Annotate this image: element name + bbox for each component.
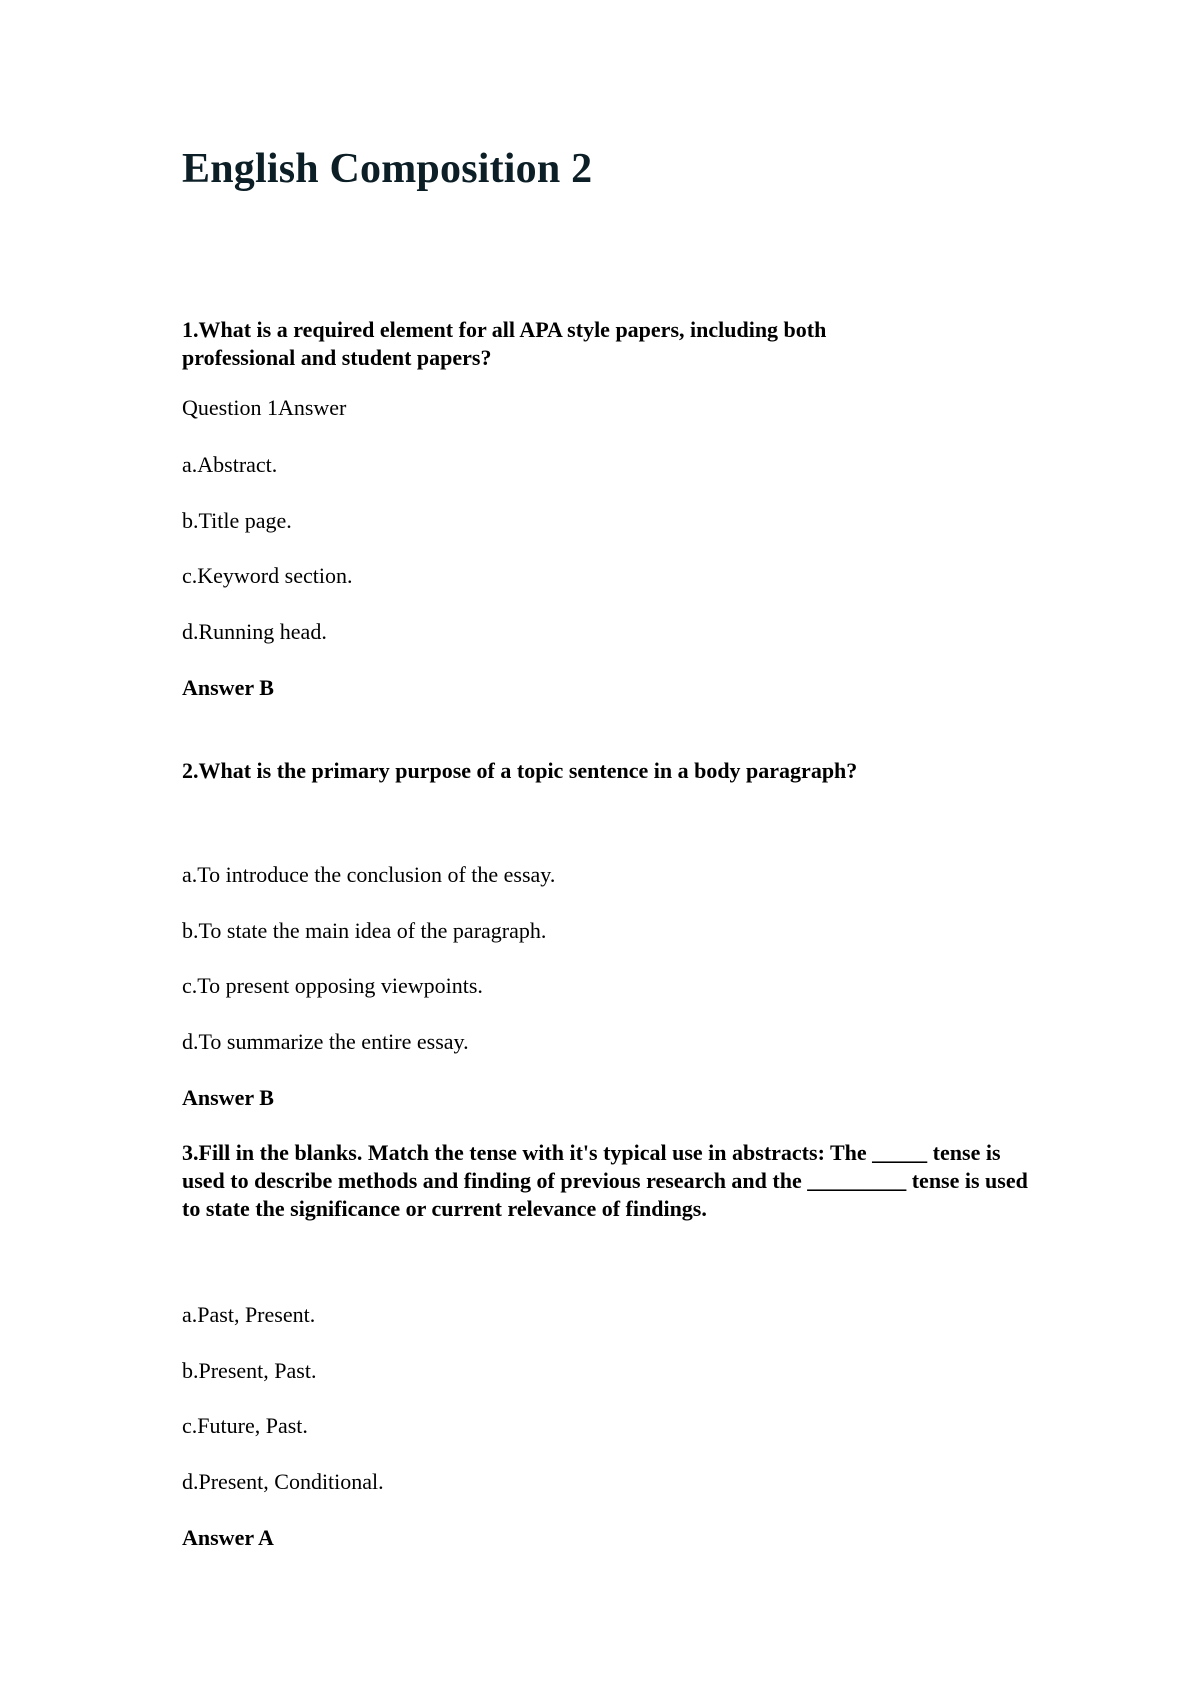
question-2-text: 2.What is the primary purpose of a topic sentence in a body paragraph? bbox=[182, 758, 858, 783]
question-1-prompt-label: Question 1Answer bbox=[182, 395, 347, 420]
question-1-option-b: b.Title page. bbox=[182, 508, 292, 533]
question-1-option-d: d.Running head. bbox=[182, 619, 327, 644]
question-1-text: 1.What is a required element for all APA style papers, including both professional and student papers? bbox=[182, 317, 827, 370]
question-2-option-b: b.To state the main idea of the paragraph. bbox=[182, 918, 547, 943]
document-title: English Composition 2 bbox=[182, 146, 593, 192]
question-3-option-d: d.Present, Conditional. bbox=[182, 1469, 384, 1494]
question-1-answer: Answer B bbox=[182, 675, 274, 700]
question-3-option-a: a.Past, Present. bbox=[182, 1302, 316, 1327]
question-3-text: 3.Fill in the blanks. Match the tense with it's typical use in abstracts: The _____ tense is used to describe methods and finding of previous research and the _________ tense is used to state the significance or current relevance of findings. bbox=[182, 1140, 1028, 1221]
question-1-option-a: a.Abstract. bbox=[182, 452, 278, 477]
question-3-option-c: c.Future, Past. bbox=[182, 1413, 308, 1438]
question-2-option-c: c.To present opposing viewpoints. bbox=[182, 973, 483, 998]
question-2-option-d: d.To summarize the entire essay. bbox=[182, 1029, 469, 1054]
question-2-answer: Answer B bbox=[182, 1085, 274, 1110]
question-2-option-a: a.To introduce the conclusion of the essay. bbox=[182, 862, 556, 887]
question-3-option-b: b.Present, Past. bbox=[182, 1358, 317, 1383]
question-1-option-c: c.Keyword section. bbox=[182, 563, 353, 588]
question-3-answer: Answer A bbox=[182, 1525, 274, 1550]
